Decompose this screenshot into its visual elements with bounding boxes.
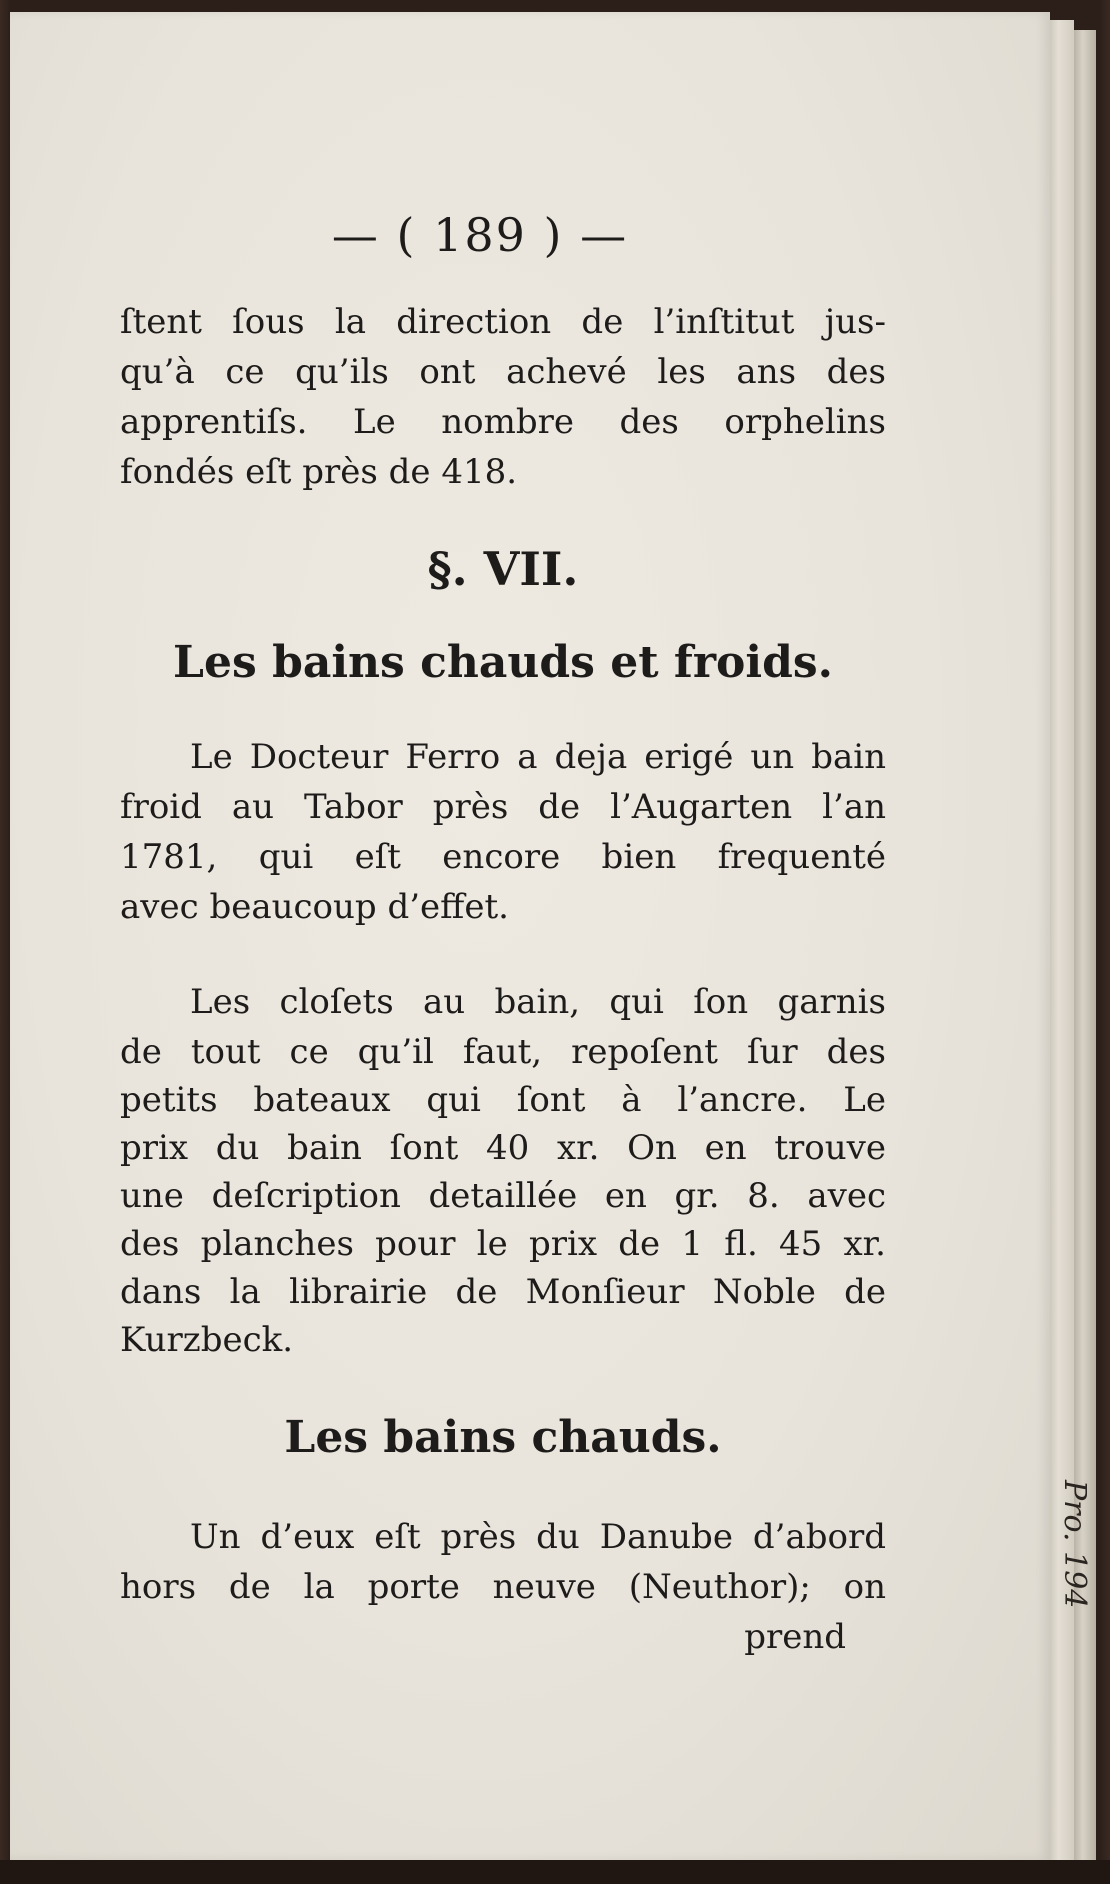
text-line: dans la librairie de Monſieur Noble de [120,1272,886,1312]
text-line: Le Docteur Ferro a deja erigé un bain [190,737,886,777]
text-line: Un d’eux eſt près du Danube d’abord [190,1517,886,1557]
section-heading: Les bains chauds et froids. [173,637,833,688]
book-page [10,12,1050,1860]
page-number: — ( 189 ) — [331,208,629,262]
text-line: Les cloſets au bain, qui ſon garnis [190,982,886,1022]
text-line: de tout ce qu’il faut, repoſent ſur des [120,1032,886,1072]
text-line: apprentiſs. Le nombre des orphelins [120,402,886,442]
text-line: 1781, qui eſt encore bien frequenté [120,837,886,877]
text-line: froid au Tabor près de l’Augarten l’an [120,787,886,827]
text-line: une deſcription detaillée en gr. 8. avec [120,1176,886,1216]
binding-edge [0,1860,1110,1884]
text-line: ſtent ſous la direction de l’inſtitut jus- [120,302,886,342]
text-line: fondés eſt près de 418. [120,452,518,492]
text-line: Kurzbeck. [120,1320,294,1360]
text-line: petits bateaux qui ſont à l’ancre. Le [120,1080,886,1120]
text-line: prix du bain ſont 40 xr. On en trouve [120,1128,886,1168]
section-mark: §. VII. [427,542,579,596]
section-heading: Les bains chauds. [284,1412,722,1463]
text-line: des planches pour le prix de 1 fl. 45 xr. [120,1224,886,1264]
text-line: qu’à ce qu’ils ont achevé les ans des [120,352,886,392]
text-line: hors de la porte neuve (Neuthor); on [120,1567,886,1607]
catchword: prend [744,1617,846,1657]
margin-note: Pro. 194 [1057,1480,1092,1609]
text-line: avec beaucoup d’effet. [120,887,509,927]
